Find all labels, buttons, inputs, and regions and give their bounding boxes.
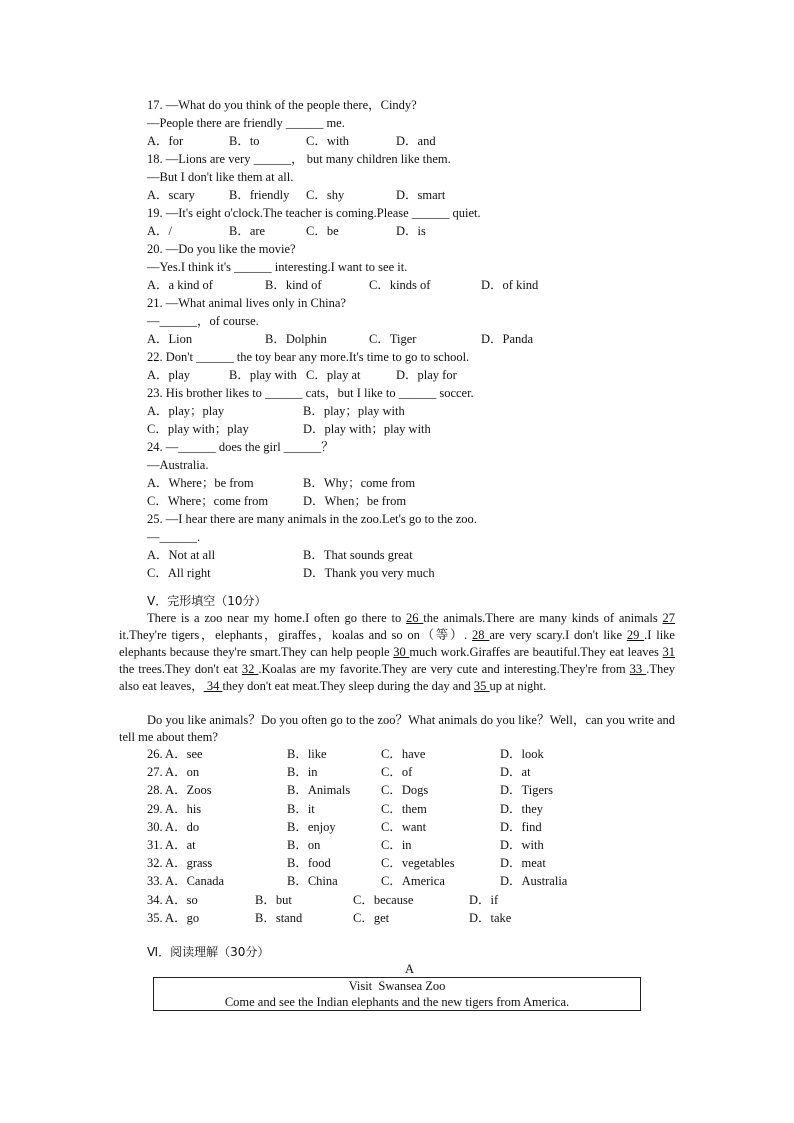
answer-option[interactable]: D．of kind (481, 278, 539, 292)
passage-text: .Koalas are my favorite.They are very cute and interesting.They're from (258, 662, 630, 676)
passage-text: .They also eat leaves， (119, 662, 676, 693)
answer-option[interactable]: C．play with；play (147, 422, 249, 436)
cloze-blank[interactable]: 33 (629, 662, 647, 676)
answer-option[interactable]: C．America (381, 874, 445, 889)
answer-option[interactable]: B．on (287, 838, 321, 852)
answer-option[interactable]: D．Australia (500, 874, 568, 889)
answer-option[interactable]: A．a kind of (147, 278, 213, 292)
answer-option[interactable]: C．All right (147, 566, 211, 580)
answer-option[interactable]: B．to (229, 134, 260, 148)
answer-option[interactable]: B．enjoy (287, 819, 336, 834)
passage-text: up at night. (489, 679, 547, 693)
question-line: —______，of course. (147, 314, 259, 328)
answer-option[interactable]: C．shy (306, 188, 345, 202)
answer-option[interactable]: D．When；be from (303, 494, 407, 508)
answer-option[interactable]: D．smart (396, 188, 446, 202)
answer-option[interactable]: B．in (287, 765, 318, 780)
passage-letter: A (405, 962, 415, 976)
answer-option[interactable]: A．scary (147, 188, 195, 202)
answer-option[interactable]: C．Tiger (369, 332, 417, 346)
answer-option[interactable]: C．of (381, 765, 413, 780)
passage-text: it.They're tigers，elephants，giraffes，koalas and so on（等）. (119, 628, 473, 642)
answer-option[interactable]: B．Dolphin (265, 332, 327, 346)
answer-option[interactable]: D．take (469, 910, 512, 925)
answer-option[interactable]: D．play with；play with (303, 422, 431, 436)
answer-option[interactable]: A．Lion (147, 332, 193, 346)
answer-option[interactable]: D．they (500, 801, 544, 816)
section-heading: Ⅴ．完形填空（10分） (147, 594, 267, 608)
answer-option[interactable]: B．play with (229, 368, 297, 382)
passage-text: the animals.There are many kinds of animals (423, 611, 663, 625)
question-line: —People there are friendly ______ me. (147, 116, 345, 130)
question-line: —Yes.I think it's ______ interesting.I want to see it. (147, 260, 408, 274)
question-stem: 19. —It's eight o'clock.The teacher is coming.Please ______ quiet. (147, 206, 481, 220)
passage-text: the trees.They don't eat (119, 662, 242, 676)
passage-text: they don't eat meat.They sleep during the day and (222, 679, 474, 693)
cloze-blank[interactable]: 31 (662, 645, 676, 659)
answer-option[interactable]: C．because (353, 892, 414, 907)
answer-option[interactable]: C．Dogs (381, 783, 429, 798)
question-stem: 24. —______ does the girl ______？ (147, 440, 334, 454)
question-line: —But I don't like them at all. (147, 170, 294, 184)
section-heading: Ⅵ．阅读理解（30分） (147, 945, 270, 959)
cloze-blank[interactable]: 32 (241, 662, 259, 676)
notice-box (153, 977, 641, 1011)
answer-option[interactable]: 33. A．Canada (147, 874, 225, 889)
answer-option[interactable]: A．Where；be from (147, 476, 254, 490)
answer-option[interactable]: 31. A．at (147, 838, 196, 852)
notice-text: Come and see the Indian elephants and the new tigers from America. (224, 995, 570, 1009)
cloze-passage (119, 610, 675, 695)
question-stem: 20. —Do you like the movie? (147, 242, 296, 256)
answer-option[interactable]: B．like (287, 747, 327, 761)
answer-option[interactable]: B．China (287, 874, 338, 889)
answer-option[interactable]: 28. A．Zoos (147, 783, 212, 798)
answer-option[interactable]: B．are (229, 224, 266, 238)
answer-option[interactable]: C．vegetables (381, 856, 455, 871)
answer-option[interactable]: D．is (396, 224, 426, 238)
answer-option[interactable]: B．it (287, 801, 315, 816)
answer-option[interactable]: 34. A．so (147, 892, 198, 907)
answer-option[interactable]: C．in (381, 838, 412, 852)
question-stem: 22. Don't ______ the toy bear any more.It's time to go to school. (147, 350, 470, 364)
answer-option[interactable]: A．for (147, 134, 184, 148)
question-stem: 17. —What do you think of the people there，Cindy? (147, 98, 417, 112)
answer-option[interactable]: D．at (500, 765, 531, 780)
question-stem: 18. —Lions are very ______， but many children like them. (147, 152, 451, 166)
question-stem: 25. —I hear there are many animals in the zoo.Let's go to the zoo. (147, 512, 477, 526)
answer-option[interactable]: C．have (381, 747, 426, 761)
question-line: —______. (147, 530, 201, 544)
answer-option[interactable]: B．Why；come from (303, 476, 416, 490)
answer-option[interactable]: B．stand (255, 910, 303, 925)
answer-option[interactable]: D．Thank you very much (303, 566, 435, 580)
answer-option[interactable]: C．them (381, 801, 427, 816)
answer-option[interactable]: C．want (381, 819, 427, 834)
passage-text: There is a zoo near my home.I often go there to (147, 611, 406, 625)
passage-text: are very scary.I don't like (489, 628, 627, 642)
notice-title: Visit Swansea Zoo (348, 979, 446, 993)
answer-option[interactable]: D．with (500, 838, 544, 852)
cloze-blank[interactable]: 26 (405, 611, 424, 625)
answer-option[interactable]: A．Not at all (147, 548, 216, 562)
cloze-passage-closing: Do you like animals？Do you often go to the zoo？What animals do you like？Well，can you write and tell me about them? (119, 713, 675, 744)
answer-option[interactable]: D．play for (396, 368, 457, 382)
answer-option[interactable]: 30. A．do (147, 819, 200, 834)
answer-option[interactable]: C．kinds of (369, 278, 431, 292)
question-stem: 21. —What animal lives only in China? (147, 296, 346, 310)
answer-option[interactable]: D．if (469, 892, 499, 907)
answer-option[interactable]: D．Tigers (500, 783, 554, 798)
answer-option[interactable]: B．play；play with (303, 404, 405, 418)
answer-option[interactable]: D．and (396, 134, 436, 148)
answer-option[interactable]: D．find (500, 819, 542, 834)
answer-option[interactable]: 29. A．his (147, 801, 202, 816)
cloze-blank[interactable]: 35 (473, 679, 490, 693)
answer-option[interactable]: D．meat (500, 856, 546, 871)
answer-option[interactable]: 32. A．grass (147, 856, 213, 871)
answer-option[interactable]: C．Where；come from (147, 494, 269, 508)
answer-option[interactable]: C．get (353, 910, 390, 925)
answer-option[interactable]: C．with (306, 134, 350, 148)
answer-option[interactable]: B．kind of (265, 278, 322, 292)
cloze-blank[interactable]: 29 (626, 628, 645, 642)
answer-option[interactable]: D．look (500, 747, 544, 761)
answer-option[interactable]: B．That sounds great (303, 548, 413, 562)
answer-option[interactable]: 27. A．on (147, 765, 200, 780)
answer-option[interactable]: D．Panda (481, 332, 534, 346)
cloze-blank[interactable]: 30 (393, 645, 410, 659)
answer-option[interactable]: C．play at (306, 368, 361, 382)
question-line: —Australia. (147, 458, 209, 472)
answer-option[interactable]: B．food (287, 856, 331, 871)
passage-text: .I like elephants because they're smart.They can help people (119, 628, 675, 659)
answer-option[interactable]: A．play；play (147, 404, 225, 418)
cloze-blank[interactable]: 27 (662, 611, 675, 625)
passage-text: much work.Giraffes are beautiful.They eat leaves (409, 645, 663, 659)
answer-option[interactable]: B．friendly (229, 188, 290, 202)
answer-option[interactable]: C．be (306, 224, 339, 238)
answer-option[interactable]: 35. A．go (147, 910, 200, 925)
answer-option[interactable]: B．Animals (287, 783, 351, 798)
answer-option[interactable]: 26. A．see (147, 747, 203, 761)
cloze-blank[interactable]: 34 (203, 679, 223, 693)
cloze-blank[interactable]: 28 (472, 628, 490, 642)
answer-option[interactable]: B．but (255, 892, 292, 907)
answer-option[interactable]: A．play (147, 368, 191, 382)
question-stem: 23. His brother likes to ______ cats，but I like to ______ soccer. (147, 386, 474, 400)
answer-option[interactable]: A．/ (147, 224, 173, 238)
